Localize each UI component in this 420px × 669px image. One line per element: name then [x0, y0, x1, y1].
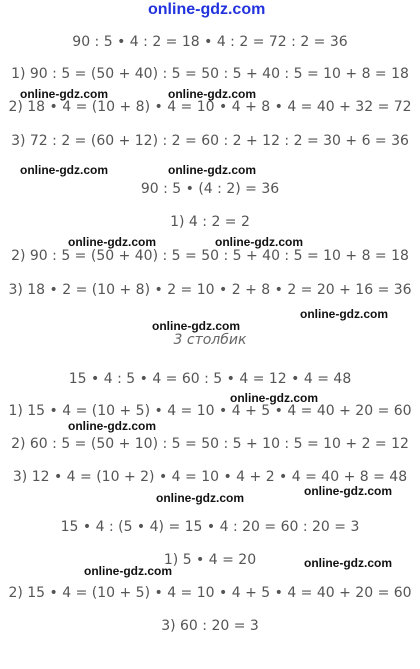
expression-1: 90 : 5 • 4 : 2 = 18 • 4 : 2 = 72 : 2 = 36	[72, 34, 348, 50]
watermark: online-gdz.com	[300, 307, 388, 321]
watermark: online-gdz.com	[168, 163, 256, 177]
expression-2: 90 : 5 • (4 : 2) = 36	[140, 181, 280, 197]
watermark: online-gdz.com	[20, 163, 108, 177]
step-3-2: 2) 60 : 5 = (50 + 10) : 5 = 50 : 5 + 10 : 5 = 10 + 2 = 12	[11, 436, 409, 452]
site-watermark-top: online-gdz.com	[148, 1, 266, 18]
step-4-1: 1) 5 • 4 = 20	[163, 552, 257, 568]
step-4-2: 2) 15 • 4 = (10 + 5) • 4 = 10 • 4 + 5 • 4 = 40 + 20 = 60	[8, 585, 412, 601]
step-2-1: 1) 4 : 2 = 2	[170, 214, 250, 230]
watermark: online-gdz.com	[152, 319, 240, 333]
watermark: online-gdz.com	[230, 391, 318, 405]
expression-3: 15 • 4 : 5 • 4 = 60 : 5 • 4 = 12 • 4 = 48	[68, 371, 352, 387]
step-3-1: 1) 15 • 4 = (10 + 5) • 4 = 10 • 4 + 5 • 4 = 40 + 20 = 60	[8, 403, 412, 419]
step-4-3: 3) 60 : 20 = 3	[161, 618, 259, 634]
column-heading: 3 столбик	[173, 332, 247, 348]
watermark: online-gdz.com	[304, 484, 392, 498]
watermark: online-gdz.com	[215, 235, 303, 249]
step-1-1: 1) 90 : 5 = (50 + 40) : 5 = 50 : 5 + 40 : 5 = 10 + 8 = 18	[11, 66, 409, 82]
step-2-2: 2) 90 : 5 = (50 + 40) : 5 = 50 : 5 + 40 : 5 = 10 + 8 = 18	[11, 248, 409, 264]
watermark: online-gdz.com	[156, 491, 244, 505]
expression-4: 15 • 4 : (5 • 4) = 15 • 4 : 20 = 60 : 20 = 3	[60, 519, 360, 535]
step-1-3: 3) 72 : 2 = (60 + 12) : 2 = 60 : 2 + 12 : 2 = 30 + 6 = 36	[11, 133, 409, 149]
watermark: online-gdz.com	[68, 235, 156, 249]
step-1-2: 2) 18 • 4 = (10 + 8) • 4 = 10 • 4 + 8 • 4 = 40 + 32 = 72	[8, 99, 412, 115]
watermark: online-gdz.com	[68, 419, 156, 433]
watermark: online-gdz.com	[84, 564, 172, 578]
step-2-3: 3) 18 • 2 = (10 + 8) • 2 = 10 • 2 + 8 • 2 = 20 + 16 = 36	[8, 282, 412, 298]
watermark: online-gdz.com	[168, 87, 256, 101]
watermark: online-gdz.com	[20, 87, 108, 101]
watermark: online-gdz.com	[304, 556, 392, 570]
step-3-3: 3) 12 • 4 = (10 + 2) • 4 = 10 • 4 + 2 • 4 = 40 + 8 = 48	[12, 469, 408, 485]
